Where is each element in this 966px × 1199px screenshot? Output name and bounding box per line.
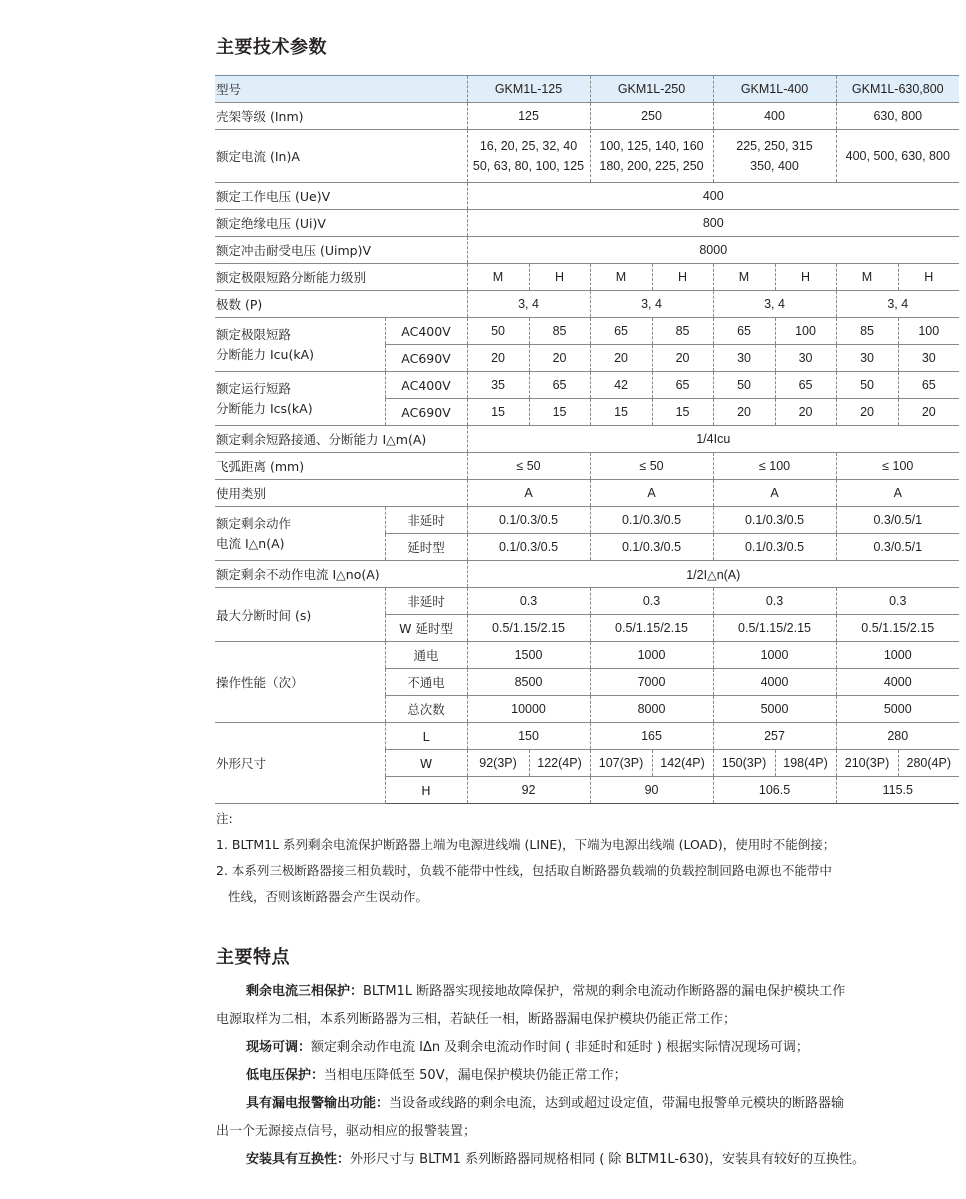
type-label: 延时型: [385, 534, 467, 561]
note-2: 2. 本系列三极断路器接三相负载时，负载不能带中性线，包括取自断路器负载端的负载控制回路电源也不能带中: [216, 863, 832, 878]
table-cell: 20: [529, 345, 590, 372]
row-label: 额定绝缘电压 (Ui)V: [215, 210, 467, 237]
feature-3-title: 低电压保护：: [246, 1068, 325, 1083]
table-cell: 400: [467, 183, 959, 210]
table-cell: 20: [652, 345, 713, 372]
table-cell: 30: [713, 345, 775, 372]
table-cell: 92: [467, 777, 590, 804]
table-cell: 3, 4: [713, 291, 836, 318]
table-cell: 106.5: [713, 777, 836, 804]
feature-3: [216, 1062, 961, 1090]
table-cell: 150(3P): [713, 750, 775, 777]
table-cell: 1500: [467, 642, 590, 669]
features: [216, 978, 961, 1174]
table-cell: 210(3P): [836, 750, 898, 777]
row-label: 使用类别: [215, 480, 467, 507]
table-cell: 165: [590, 723, 713, 750]
row-label: 飞弧距离 (mm): [215, 453, 467, 480]
table-cell: 107(3P): [590, 750, 652, 777]
table-cell: A: [590, 480, 713, 507]
table-cell: 0.1/0.3/0.5: [590, 507, 713, 534]
table-cell: 85: [652, 318, 713, 345]
table-cell: 20: [590, 345, 652, 372]
row-label: 额定极限短路分断能力级别: [215, 264, 467, 291]
table-cell: 8000: [467, 237, 959, 264]
table-cell: 35: [467, 372, 529, 399]
table-row: [215, 372, 959, 399]
table-cell: 100: [898, 318, 959, 345]
table-cell: 0.3: [836, 588, 959, 615]
table-cell: 16, 20, 25, 32, 40 50, 63, 80, 100, 125: [467, 130, 590, 183]
table-cell: 0.1/0.3/0.5: [713, 534, 836, 561]
table-cell: ≤ 100: [836, 453, 959, 480]
voltage-label: AC690V: [385, 399, 467, 426]
table-cell: 198(4P): [775, 750, 836, 777]
table-cell: 65: [775, 372, 836, 399]
table-cell: 20: [775, 399, 836, 426]
table-cell: 65: [898, 372, 959, 399]
note-1: 1. BLTM1L 系列剩余电流保护断路器上端为电源进线端 (LINE)，下端为电源出线端 (LOAD)，使用时不能倒接；: [216, 837, 836, 852]
table-cell: 5000: [713, 696, 836, 723]
table-cell: 630, 800: [836, 103, 959, 130]
table-cell: A: [467, 480, 590, 507]
table-cell: 100, 125, 140, 160 180, 200, 225, 250: [590, 130, 713, 183]
table-cell: 20: [467, 345, 529, 372]
spec-table: [215, 75, 959, 804]
table-cell: 257: [713, 723, 836, 750]
type-label: W 延时型: [385, 615, 467, 642]
table-cell: 3, 4: [467, 291, 590, 318]
table-cell: 42: [590, 372, 652, 399]
section-title-features: 主要特点: [216, 947, 290, 968]
row-label: 额定剩余短路接通、分断能力 I△m(A): [215, 426, 467, 453]
table-cell: 92(3P): [467, 750, 529, 777]
model-header: GKM1L-400: [713, 76, 836, 103]
table-cell: 4000: [713, 669, 836, 696]
table-cell: 122(4P): [529, 750, 590, 777]
table-cell: 65: [652, 372, 713, 399]
table-row: [215, 318, 959, 345]
table-cell: 250: [590, 103, 713, 130]
row-label: 额定电流 (In)A: [215, 130, 467, 183]
table-row: [215, 507, 959, 534]
table-row: [215, 642, 959, 669]
table-cell: 1/4Icu: [467, 426, 959, 453]
feature-1-title: 剩余电流三相保护：: [246, 984, 364, 999]
feature-2: [216, 1034, 961, 1062]
table-cell: 1000: [836, 642, 959, 669]
table-cell: 400, 500, 630, 800: [836, 130, 959, 183]
type-label: 不通电: [385, 669, 467, 696]
row-label: 额定运行短路 分断能力 Ics(kA): [215, 372, 385, 426]
table-cell: 30: [836, 345, 898, 372]
table-cell: H: [529, 264, 590, 291]
table-cell: 50: [713, 372, 775, 399]
row-label: 额定工作电压 (Ue)V: [215, 183, 467, 210]
table-cell: 15: [652, 399, 713, 426]
feature-1-cont: 电源取样为二相，本系列断路器为三相，若缺任一相，断路器漏电保护模块仍能正常工作；: [216, 1012, 737, 1027]
row-label: 额定剩余动作 电流 I△n(A): [215, 507, 385, 561]
table-cell: 7000: [590, 669, 713, 696]
table-cell: 125: [467, 103, 590, 130]
voltage-label: AC690V: [385, 345, 467, 372]
table-cell: 280: [836, 723, 959, 750]
model-header: GKM1L-125: [467, 76, 590, 103]
table-cell: A: [713, 480, 836, 507]
table-row: [215, 264, 959, 291]
type-label: 非延时: [385, 507, 467, 534]
table-row: [215, 210, 959, 237]
table-cell: H: [652, 264, 713, 291]
feature-2-title: 现场可调：: [246, 1040, 312, 1055]
table-cell: 225, 250, 315 350, 400: [713, 130, 836, 183]
table-cell: 5000: [836, 696, 959, 723]
table-cell: H: [775, 264, 836, 291]
table-cell: 30: [775, 345, 836, 372]
table-cell: M: [836, 264, 898, 291]
table-cell: 20: [836, 399, 898, 426]
table-row: [215, 76, 959, 103]
notes: [216, 806, 961, 910]
voltage-label: AC400V: [385, 372, 467, 399]
table-cell: A: [836, 480, 959, 507]
table-cell: H: [898, 264, 959, 291]
table-cell: 0.5/1.15/2.15: [836, 615, 959, 642]
row-label: 操作性能（次）: [215, 642, 385, 723]
table-cell: 0.1/0.3/0.5: [590, 534, 713, 561]
table-cell: 1000: [590, 642, 713, 669]
table-cell: 400: [713, 103, 836, 130]
section-title-parameters: 主要技术参数: [216, 37, 327, 58]
table-cell: 65: [529, 372, 590, 399]
feature-1-text: BLTM1L 断路器实现接地故障保护，常规的剩余电流动作断路器的漏电保护模块工作: [363, 984, 846, 999]
dim-label: W: [385, 750, 467, 777]
row-label: 额定冲击耐受电压 (Uimp)V: [215, 237, 467, 264]
notes-head: 注:: [216, 811, 233, 826]
table-row: [215, 480, 959, 507]
model-label: 型号: [215, 76, 467, 103]
table-cell: 280(4P): [898, 750, 959, 777]
row-label: 额定极限短路 分断能力 Icu(kA): [215, 318, 385, 372]
table-row: [215, 588, 959, 615]
table-cell: 0.3/0.5/1: [836, 534, 959, 561]
table-cell: 0.3: [590, 588, 713, 615]
table-cell: 3, 4: [590, 291, 713, 318]
table-row: [215, 561, 959, 588]
table-cell: ≤ 50: [590, 453, 713, 480]
type-label: 非延时: [385, 588, 467, 615]
table-cell: 1/2I△n(A): [467, 561, 959, 588]
feature-2-text: 额定剩余动作电流 IΔn 及剩余电流动作时间 ( 非延时和延时 ) 根据实际情况现场可调；: [311, 1040, 809, 1055]
table-cell: 3, 4: [836, 291, 959, 318]
table-cell: 0.3/0.5/1: [836, 507, 959, 534]
table-cell: 85: [836, 318, 898, 345]
table-row: [215, 291, 959, 318]
table-cell: 10000: [467, 696, 590, 723]
table-cell: 90: [590, 777, 713, 804]
table-cell: 65: [713, 318, 775, 345]
feature-3-text: 当相电压降低至 50V，漏电保护模块仍能正常工作；: [324, 1068, 627, 1083]
row-label: 外形尺寸: [215, 723, 385, 804]
feature-4-cont: 出一个无源接点信号，驱动相应的报警装置；: [216, 1124, 477, 1139]
table-row: [215, 426, 959, 453]
table-cell: 0.3: [467, 588, 590, 615]
row-label: 额定剩余不动作电流 I△no(A): [215, 561, 467, 588]
feature-1: [216, 978, 961, 1006]
table-cell: 15: [529, 399, 590, 426]
feature-5: [216, 1146, 961, 1174]
feature-5-text: 外形尺寸与 BLTM1 系列断路器同规格相同 ( 除 BLTM1L-630)，安装具有较好的互换性。: [350, 1152, 865, 1167]
feature-4-text: 当设备或线路的剩余电流，达到或超过设定值，带漏电报警单元模块的断路器输: [389, 1096, 845, 1111]
table-cell: 0.5/1.15/2.15: [467, 615, 590, 642]
table-cell: ≤ 50: [467, 453, 590, 480]
table-cell: 0.1/0.3/0.5: [467, 534, 590, 561]
table-cell: 30: [898, 345, 959, 372]
feature-5-title: 安装具有互换性：: [246, 1152, 351, 1167]
table-cell: 65: [590, 318, 652, 345]
table-cell: M: [590, 264, 652, 291]
table-row: [215, 130, 959, 183]
table-row: [215, 453, 959, 480]
row-label: 壳架等级 (Inm): [215, 103, 467, 130]
table-cell: 8500: [467, 669, 590, 696]
table-cell: M: [467, 264, 529, 291]
table-cell: 1000: [713, 642, 836, 669]
type-label: 通电: [385, 642, 467, 669]
table-cell: 0.1/0.3/0.5: [467, 507, 590, 534]
voltage-label: AC400V: [385, 318, 467, 345]
table-cell: 50: [836, 372, 898, 399]
table-cell: 15: [467, 399, 529, 426]
table-cell: 150: [467, 723, 590, 750]
feature-4: [216, 1090, 961, 1118]
table-cell: 0.3: [713, 588, 836, 615]
table-cell: 4000: [836, 669, 959, 696]
table-cell: 800: [467, 210, 959, 237]
dim-label: H: [385, 777, 467, 804]
table-row: [215, 723, 959, 750]
model-header: GKM1L-250: [590, 76, 713, 103]
note-2-cont: 性线，否则该断路器会产生误动作。: [228, 889, 429, 904]
table-cell: 0.5/1.15/2.15: [713, 615, 836, 642]
table-cell: 142(4P): [652, 750, 713, 777]
model-header: GKM1L-630,800: [836, 76, 959, 103]
table-cell: 15: [590, 399, 652, 426]
table-cell: 8000: [590, 696, 713, 723]
table-cell: 20: [898, 399, 959, 426]
table-cell: 100: [775, 318, 836, 345]
table-cell: 20: [713, 399, 775, 426]
row-label: 最大分断时间 (s): [215, 588, 385, 642]
table-cell: M: [713, 264, 775, 291]
dim-label: L: [385, 723, 467, 750]
feature-4-title: 具有漏电报警输出功能：: [246, 1096, 390, 1111]
table-cell: 0.5/1.15/2.15: [590, 615, 713, 642]
type-label: 总次数: [385, 696, 467, 723]
table-cell: 85: [529, 318, 590, 345]
table-row: [215, 237, 959, 264]
row-label: 极数 (P): [215, 291, 467, 318]
table-cell: 50: [467, 318, 529, 345]
table-cell: ≤ 100: [713, 453, 836, 480]
table-cell: 115.5: [836, 777, 959, 804]
table-row: [215, 183, 959, 210]
table-row: [215, 103, 959, 130]
table-cell: 0.1/0.3/0.5: [713, 507, 836, 534]
